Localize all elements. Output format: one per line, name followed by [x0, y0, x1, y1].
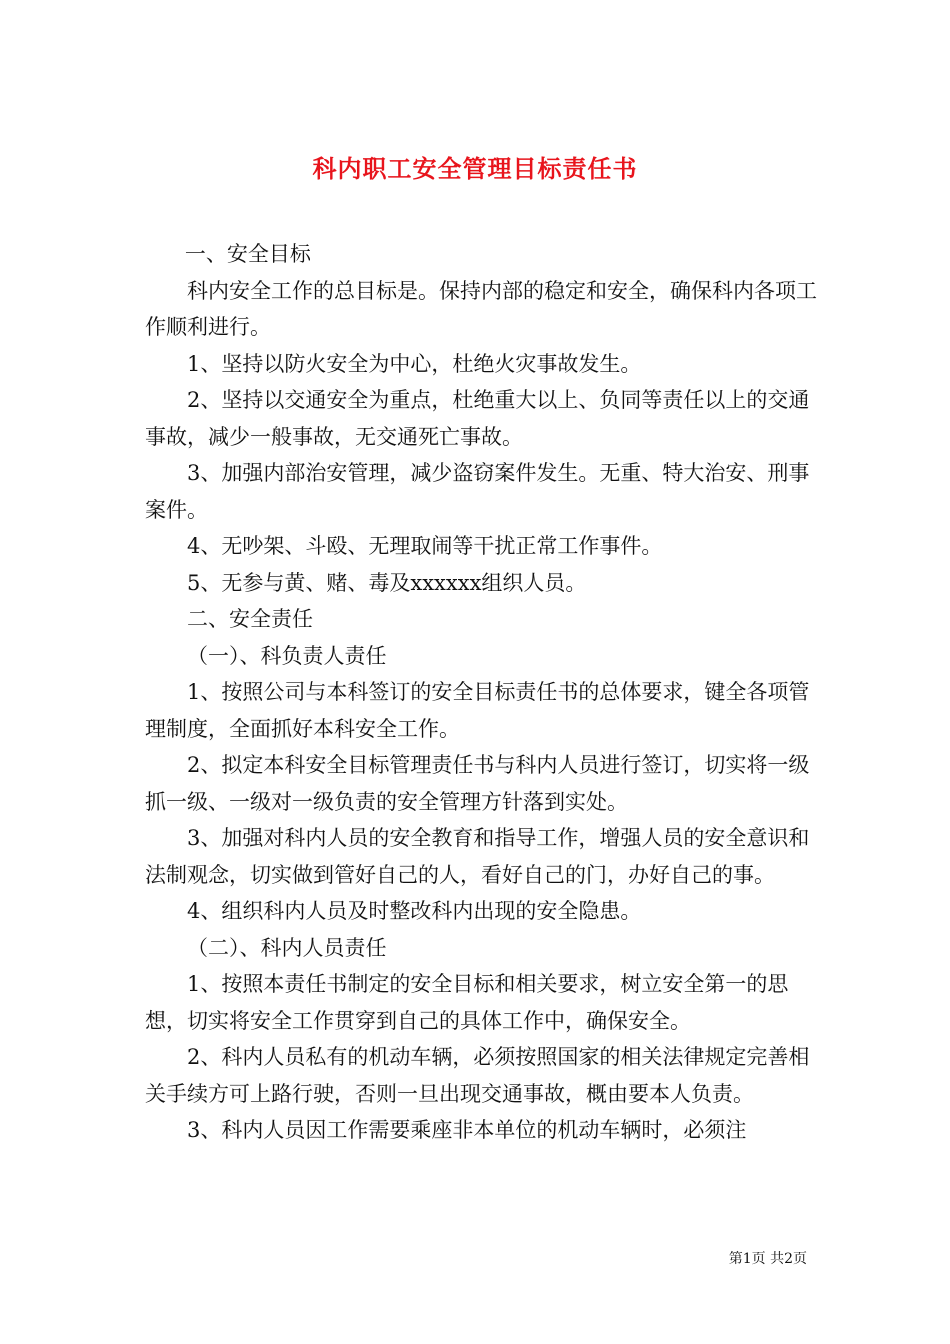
paragraph: 2、拟定本科安全目标管理责任书与科内人员进行签订，切实将一级抓一级、一级对一级负责的安全管理方针落到实处。 [145, 753, 810, 814]
document-body [145, 236, 825, 1149]
page-number-footer: 第1页 共2页 [728, 1251, 807, 1267]
paragraph: 1、按照公司与本科签订的安全目标责任书的总体要求，键全各项管理制度，全面抓好本科安全工作。 [145, 680, 810, 741]
paragraph: 3、加强对科内人员的安全教育和指导工作，增强人员的安全意识和法制观念，切实做到管好自己的人，看好自己的门，办好自己的事。 [145, 826, 810, 887]
paragraph: 3、科内人员因工作需要乘座非本单位的机动车辆时，必须注 [187, 1118, 747, 1142]
paragraph: 科内安全工作的总目标是。保持内部的稳定和安全，确保科内各项工作顺利进行。 [145, 278, 817, 339]
section-heading-2: 二、安全责任 [187, 607, 313, 631]
section-heading-1: 一、安全目标 [184, 242, 311, 266]
paragraph: 5、无参与黄、赌、毒及xxxxxx组织人员。 [187, 570, 587, 595]
subsection-heading-2: （二）、科内人员责任 [187, 935, 387, 960]
paragraph: 4、组织科内人员及时整改科内出现的安全隐患。 [187, 899, 642, 923]
subsection-heading-1: （一）、科负责人责任 [187, 643, 387, 668]
paragraph: 2、坚持以交通安全为重点，杜绝重大以上、负同等责任以上的交通事故，减少一般事故，无交通死亡事故。 [145, 388, 810, 449]
paragraph: 1、按照本责任书制定的安全目标和相关要求，树立安全第一的思想，切实将安全工作贯穿到自己的具体工作中，确保安全。 [145, 972, 789, 1033]
paragraph: 2、科内人员私有的机动车辆，必须按照国家的相关法律规定完善相关手续方可上路行驶，否则一旦出现交通事故，概由要本人负责。 [145, 1045, 810, 1106]
document-title: 科内职工安全管理目标责任书 [312, 154, 638, 184]
paragraph: 1、坚持以防火安全为中心，杜绝火灾事故发生。 [187, 351, 642, 376]
paragraph: 3、加强内部治安管理，减少盗窃案件发生。无重、特大治安、刑事案件。 [145, 461, 810, 522]
paragraph: 4、无吵架、斗殴、无理取闹等干扰正常工作事件。 [187, 534, 663, 558]
